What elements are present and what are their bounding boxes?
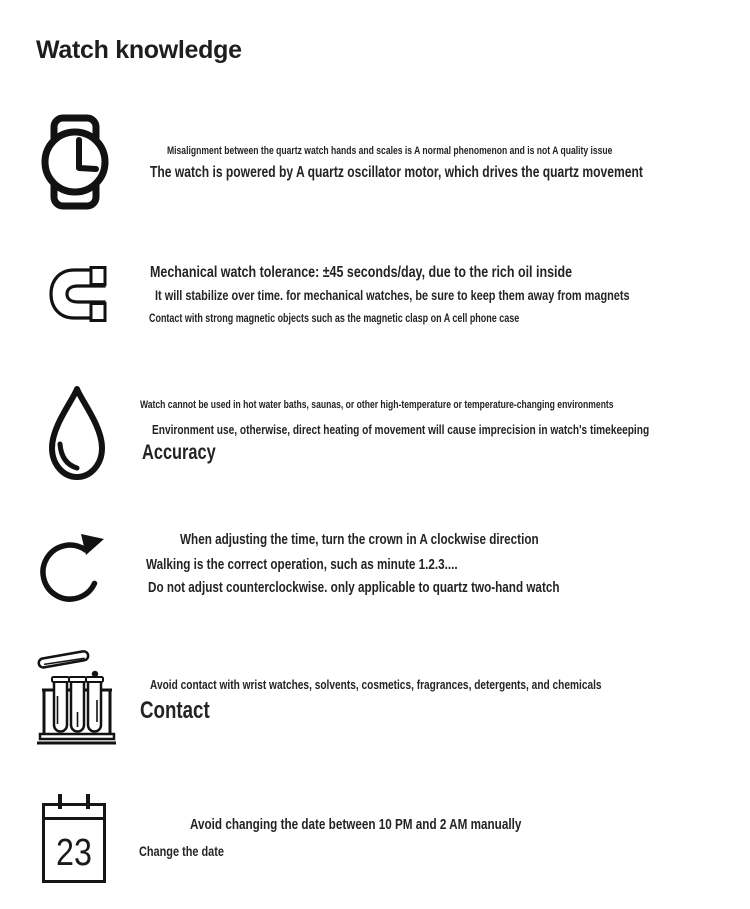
clockwise-rotation-icon [40, 525, 106, 609]
magnet-icon [47, 265, 109, 323]
quartz-note-line: Misalignment between the quartz watch hands and scales is A normal phenomenon and is not A quality issue [167, 145, 613, 157]
quartz-main-line: The watch is powered by A quartz oscillator motor, which drives the quartz movement [150, 164, 643, 181]
calendar-header [45, 806, 103, 820]
calendar-body [42, 803, 106, 883]
temperature-note-line: Watch cannot be used in hot water baths, saunas, or other high-temperature or temperature-changing environments [140, 399, 614, 411]
calendar-day-number: 23 [56, 832, 92, 874]
temperature-sub-line: Environment use, otherwise, direct heating of movement will cause imprecision in watch's timekeeping [152, 422, 650, 437]
accuracy-heading: Accuracy [142, 441, 216, 464]
magnet-sub-line: It will stabilize over time. for mechanical watches, be sure to keep them away from magnets [155, 287, 630, 303]
crown-sub-line: Walking is the correct operation, such as minute 1.2.3.... [146, 556, 458, 573]
magnet-main-line: Mechanical watch tolerance: ±45 seconds/day, due to the rich oil inside [150, 264, 573, 281]
chemicals-note-line: Avoid contact with wrist watches, solvents, cosmetics, fragrances, detergents, and chemicals [150, 677, 602, 692]
watch-icon [40, 114, 110, 210]
crown-main-line: When adjusting the time, turn the crown in A clockwise direction [180, 531, 539, 548]
contact-heading: Contact [140, 697, 210, 724]
calendar-pin-right [86, 794, 90, 809]
calendar-pin-left [58, 794, 62, 809]
calendar-icon [42, 794, 106, 883]
page-title: Watch knowledge [36, 36, 242, 64]
date-sub-line: Change the date [139, 843, 224, 859]
magnet-note-line: Contact with strong magnetic objects such as the magnetic clasp on A cell phone case [149, 313, 520, 325]
water-drop-icon [42, 384, 112, 484]
crown-note-line: Do not adjust counterclockwise. only applicable to quartz two-hand watch [148, 579, 560, 596]
date-main-line: Avoid changing the date between 10 PM and 2 AM manually [190, 816, 522, 833]
chemicals-icon [36, 648, 116, 745]
